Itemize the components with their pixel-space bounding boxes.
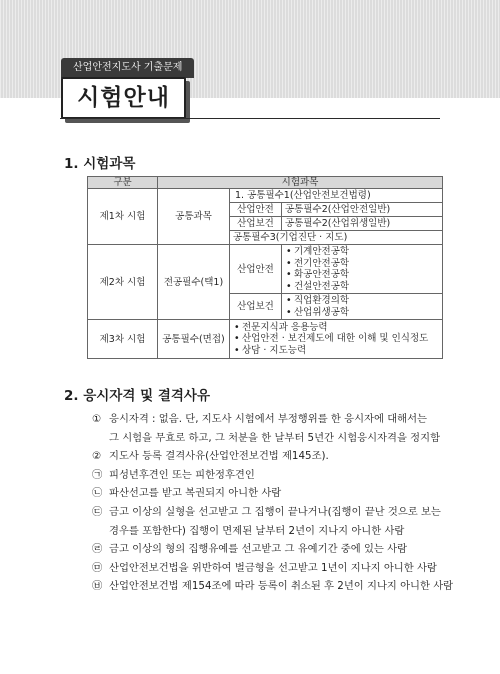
item-marker: ㉢: [92, 505, 103, 518]
item-marker: ㉣: [92, 543, 103, 556]
col-header-category: 구분: [88, 177, 158, 189]
round1-subject-2: 공통필수2(산업안전일반): [282, 203, 443, 217]
list-item: [92, 429, 441, 448]
list-item: • 상담 · 지도능력: [233, 345, 439, 357]
round2-health-subject-list: [285, 295, 439, 318]
item-marker: ㉠: [92, 468, 103, 481]
list-item: [92, 522, 432, 541]
item-marker: ㉡: [92, 487, 103, 500]
list-item: • 전문지식과 응용능력: [233, 322, 439, 334]
list-item: [92, 484, 432, 503]
list-item: [92, 577, 454, 596]
round2-field-health: 산업보건: [230, 294, 282, 320]
exam-subjects-table: [87, 176, 443, 359]
item-marker: ㉥: [92, 580, 103, 593]
list-item: • 화공안전공학: [285, 269, 439, 281]
round3-group: 공통필수(면접): [158, 320, 230, 359]
col-header-subjects: 시험과목: [158, 177, 443, 189]
item-text: 경우를 포함한다) 집행이 면제된 날부터 2년이 지나지 아니한 사람: [109, 524, 405, 537]
section-heading-exam-subjects: 1. 시험과목: [64, 156, 136, 172]
list-item: • 건설안전공학: [285, 281, 439, 293]
round2-group: 전공필수(택1): [158, 245, 230, 320]
item-marker: ㉤: [92, 561, 103, 574]
round1-subject-3: 공통필수2(산업위생일반): [282, 217, 443, 231]
item-text: 응시자격 : 없음. 단, 지도사 시험에서 부정행위를 한 응시자에 대해서는: [109, 413, 427, 425]
item-text: 금고 이상의 형의 집행유예를 선고받고 그 유예기간 중에 있는 사람: [109, 543, 408, 556]
item-text: 피성년후견인 또는 피한정후견인: [109, 468, 255, 481]
round1-subject-1: 1. 공통필수1(산업안전보건법령): [230, 189, 443, 203]
book-label-tab: 산업안전지도사 기출문제: [61, 58, 194, 78]
round3-label: 제3차 시험: [88, 320, 158, 359]
list-item: [92, 466, 432, 485]
eligibility-list: [92, 410, 454, 596]
item-text: 산업안전보건법을 위반하여 벌금형을 선고받고 1년이 지나지 아니한 사람: [109, 561, 437, 574]
list-item: • 직업환경의학: [285, 295, 439, 307]
list-item: [92, 559, 437, 578]
section-heading-eligibility: 2. 응시자격 및 결격사유: [64, 388, 210, 404]
title-divider: [60, 118, 440, 119]
list-item: • 전기안전공학: [285, 258, 439, 270]
list-item: [92, 503, 441, 522]
list-item: • 산업안전 · 보건제도에 대한 이해 및 인식정도: [233, 333, 439, 345]
round1-label: 제1차 시험: [88, 189, 158, 245]
round2-field-safety: 산업안전: [230, 245, 282, 294]
item-marker: ①: [92, 413, 102, 425]
table-header-row: [88, 177, 443, 189]
table-row: [88, 320, 443, 359]
round1-field-safety: 산업안전: [230, 203, 282, 217]
item-text: 지도사 등록 결격사유(산업안전보건법 제145조).: [109, 450, 329, 463]
list-item: [92, 447, 432, 466]
item-text: 금고 이상의 실형을 선고받고 그 집행이 끝나거나(집행이 끝난 것으로 보는: [109, 505, 441, 518]
table-row: [88, 245, 443, 294]
list-item: • 기계안전공학: [285, 246, 439, 258]
item-text: 그 시험을 무효로 하고, 그 처분을 한 날부터 5년간 시험응시자격을 정지함: [109, 431, 441, 444]
list-item: [92, 540, 432, 559]
round1-group: 공통과목: [158, 189, 230, 245]
round1-field-health: 산업보건: [230, 217, 282, 231]
list-item: [92, 410, 432, 429]
round2-label: 제2차 시험: [88, 245, 158, 320]
list-item: • 산업위생공학: [285, 307, 439, 319]
page-title: 시험안내: [61, 77, 186, 119]
item-text: 파산선고를 받고 복권되지 아니한 사람: [109, 487, 282, 500]
item-marker: ②: [92, 450, 102, 463]
item-text: 산업안전보건법 제154조에 따라 등록이 취소된 후 2년이 지나지 아니한 사람: [109, 580, 454, 593]
round3-item-list: [233, 322, 439, 357]
round1-subject-4: 공통필수3(기업진단 · 지도): [230, 231, 443, 245]
table-row: [88, 189, 443, 203]
round2-safety-subject-list: [285, 246, 439, 292]
